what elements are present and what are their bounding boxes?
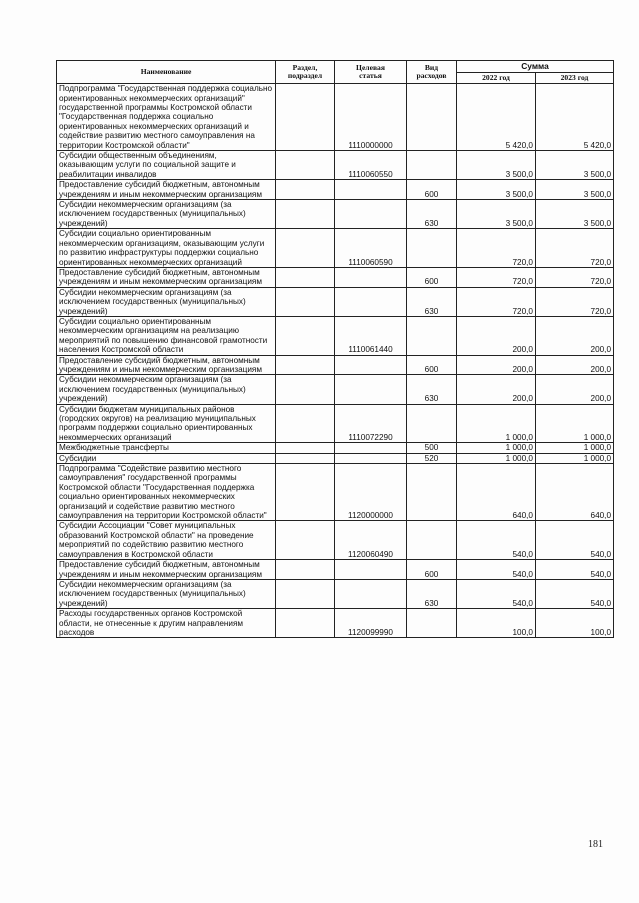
header-type-line1: Вид xyxy=(424,62,439,72)
row-sum-2023-cell: 3 500,0 xyxy=(536,200,614,229)
row-section-cell xyxy=(276,316,335,355)
row-section-cell xyxy=(276,560,335,580)
row-sum-2022-cell: 3 500,0 xyxy=(457,151,536,180)
table-header-row xyxy=(57,61,614,73)
row-target-cell xyxy=(335,560,407,580)
header-target xyxy=(335,61,407,84)
row-name-cell: Субсидии социально ориентированным некоммерческим организациям, оказывающим услуги по развитию инфраструктуры поддержки социально ориентированных некоммерческих организаций xyxy=(57,229,276,268)
row-sum-2023-cell: 640,0 xyxy=(536,464,614,521)
row-sum-2023-cell: 3 500,0 xyxy=(536,180,614,200)
row-type-cell: 630 xyxy=(407,287,457,316)
row-target-cell xyxy=(335,375,407,404)
row-type-cell xyxy=(407,609,457,638)
row-name-cell: Предоставление субсидий бюджетным, автономным учреждениям и иным некоммерческим организациям xyxy=(57,180,276,200)
row-target-cell xyxy=(335,267,407,287)
row-type-cell: 630 xyxy=(407,200,457,229)
row-target-cell xyxy=(335,180,407,200)
row-target-cell: 1110000000 xyxy=(335,84,407,151)
row-section-cell xyxy=(276,151,335,180)
row-target-cell xyxy=(335,579,407,608)
row-sum-2022-cell: 200,0 xyxy=(457,355,536,375)
table-row xyxy=(57,453,614,463)
row-type-cell xyxy=(407,229,457,268)
row-type-cell: 630 xyxy=(407,375,457,404)
table-row xyxy=(57,287,614,316)
table-row xyxy=(57,316,614,355)
row-name-cell: Подпрограмма "Содействие развитию местного самоуправления" государственной программы Костромской области "Государственная поддержка социально ориентированных некоммерческих организаций и содействие развитию местного самоуправления на территории Костромской области" xyxy=(57,464,276,521)
row-type-cell xyxy=(407,84,457,151)
row-sum-2022-cell: 1 000,0 xyxy=(457,443,536,453)
row-sum-2022-cell: 3 500,0 xyxy=(457,200,536,229)
row-sum-2022-cell: 5 420,0 xyxy=(457,84,536,151)
row-type-cell xyxy=(407,521,457,560)
row-section-cell xyxy=(276,521,335,560)
row-target-cell: 1110060550 xyxy=(335,151,407,180)
table-row xyxy=(57,579,614,608)
table-row xyxy=(57,229,614,268)
header-section-line1: Раздел, xyxy=(292,62,318,72)
row-sum-2022-cell: 720,0 xyxy=(457,287,536,316)
row-name-cell: Межбюджетные трансферты xyxy=(57,443,276,453)
row-name-cell: Субсидии xyxy=(57,453,276,463)
row-section-cell xyxy=(276,404,335,443)
row-name-cell: Предоставление субсидий бюджетным, автономным учреждениям и иным некоммерческим организациям xyxy=(57,267,276,287)
row-target-cell: 1120000000 xyxy=(335,464,407,521)
row-sum-2023-cell: 1 000,0 xyxy=(536,453,614,463)
row-sum-2023-cell: 1 000,0 xyxy=(536,443,614,453)
row-target-cell xyxy=(335,443,407,453)
row-sum-2022-cell: 200,0 xyxy=(457,375,536,404)
row-type-cell: 600 xyxy=(407,355,457,375)
table-row xyxy=(57,151,614,180)
header-sum: Сумма xyxy=(457,61,614,73)
row-sum-2022-cell: 1 000,0 xyxy=(457,404,536,443)
row-section-cell xyxy=(276,267,335,287)
row-sum-2023-cell: 200,0 xyxy=(536,355,614,375)
row-sum-2022-cell: 540,0 xyxy=(457,521,536,560)
row-sum-2022-cell: 720,0 xyxy=(457,229,536,268)
row-type-cell xyxy=(407,404,457,443)
row-type-cell: 630 xyxy=(407,579,457,608)
row-sum-2022-cell: 3 500,0 xyxy=(457,180,536,200)
row-section-cell xyxy=(276,443,335,453)
table-row xyxy=(57,180,614,200)
row-sum-2022-cell: 100,0 xyxy=(457,609,536,638)
budget-table xyxy=(56,60,614,638)
row-sum-2023-cell: 720,0 xyxy=(536,229,614,268)
row-type-cell xyxy=(407,316,457,355)
table-row xyxy=(57,464,614,521)
row-section-cell xyxy=(276,579,335,608)
table-row xyxy=(57,443,614,453)
table-row xyxy=(57,200,614,229)
row-section-cell xyxy=(276,180,335,200)
row-sum-2022-cell: 1 000,0 xyxy=(457,453,536,463)
row-name-cell: Субсидии социально ориентированным некоммерческим организациям на реализацию мероприятий по повышению финансовой грамотности населения Костромской области xyxy=(57,316,276,355)
row-name-cell: Расходы государственных органов Костромской области, не отнесенные к другим направлениям расходов xyxy=(57,609,276,638)
header-target-line2: статья xyxy=(359,71,382,81)
header-section xyxy=(276,61,335,84)
table-row xyxy=(57,609,614,638)
header-year-2023: 2023 год xyxy=(536,72,614,84)
row-name-cell: Субсидии некоммерческим организациям (за исключением государственных (муниципальных) учреждений) xyxy=(57,287,276,316)
row-name-cell: Предоставление субсидий бюджетным, автономным учреждениям и иным некоммерческим организациям xyxy=(57,355,276,375)
row-name-cell: Субсидии Ассоциации "Совет муниципальных образований Костромской области" на проведение мероприятий по содействию развитию местного самоуправления в Костромской области xyxy=(57,521,276,560)
table-row xyxy=(57,355,614,375)
row-target-cell xyxy=(335,287,407,316)
row-sum-2023-cell: 720,0 xyxy=(536,287,614,316)
row-name-cell: Предоставление субсидий бюджетным, автономным учреждениям и иным некоммерческим организациям xyxy=(57,560,276,580)
row-sum-2023-cell: 200,0 xyxy=(536,316,614,355)
table-row xyxy=(57,560,614,580)
row-sum-2023-cell: 3 500,0 xyxy=(536,151,614,180)
row-sum-2023-cell: 1 000,0 xyxy=(536,404,614,443)
row-section-cell xyxy=(276,355,335,375)
table-row xyxy=(57,375,614,404)
row-section-cell xyxy=(276,229,335,268)
row-name-cell: Подпрограмма "Государственная поддержка социально ориентированных некоммерческих организаций" государственной программы Костромской области "Государственная поддержка социально ориентированных некоммерческих организаций и содействие развитию местного самоуправления на территории Костромской области" xyxy=(57,84,276,151)
row-section-cell xyxy=(276,609,335,638)
row-sum-2023-cell: 540,0 xyxy=(536,521,614,560)
row-name-cell: Субсидии бюджетам муниципальных районов (городских округов) на реализацию муниципальных программ поддержки социально ориентированных некоммерческих организаций xyxy=(57,404,276,443)
row-section-cell xyxy=(276,200,335,229)
row-target-cell xyxy=(335,453,407,463)
row-target-cell: 1110061440 xyxy=(335,316,407,355)
row-section-cell xyxy=(276,453,335,463)
table-row xyxy=(57,84,614,151)
row-section-cell xyxy=(276,464,335,521)
page-number: 181 xyxy=(588,839,603,850)
row-target-cell xyxy=(335,200,407,229)
header-target-line1: Целевая xyxy=(356,62,385,72)
row-name-cell: Субсидии некоммерческим организациям (за исключением государственных (муниципальных) учреждений) xyxy=(57,200,276,229)
row-sum-2023-cell: 540,0 xyxy=(536,579,614,608)
row-sum-2023-cell: 540,0 xyxy=(536,560,614,580)
table-row xyxy=(57,404,614,443)
row-section-cell xyxy=(276,375,335,404)
row-target-cell: 1120060490 xyxy=(335,521,407,560)
row-target-cell: 1110060590 xyxy=(335,229,407,268)
header-name: Наименование xyxy=(57,61,276,84)
row-name-cell: Субсидии некоммерческим организациям (за исключением государственных (муниципальных) учреждений) xyxy=(57,375,276,404)
header-year-2022: 2022 год xyxy=(457,72,536,84)
row-section-cell xyxy=(276,287,335,316)
row-sum-2022-cell: 640,0 xyxy=(457,464,536,521)
row-target-cell: 1110072290 xyxy=(335,404,407,443)
row-sum-2023-cell: 5 420,0 xyxy=(536,84,614,151)
row-type-cell: 520 xyxy=(407,453,457,463)
row-sum-2022-cell: 720,0 xyxy=(457,267,536,287)
row-name-cell: Субсидии общественным объединениям, оказывающим услуги по социальной защите и реабилитации инвалидов xyxy=(57,151,276,180)
header-type xyxy=(407,61,457,84)
row-target-cell xyxy=(335,355,407,375)
table-row xyxy=(57,267,614,287)
table-row xyxy=(57,521,614,560)
row-type-cell xyxy=(407,151,457,180)
row-type-cell: 600 xyxy=(407,180,457,200)
row-sum-2022-cell: 540,0 xyxy=(457,560,536,580)
row-type-cell: 500 xyxy=(407,443,457,453)
row-name-cell: Субсидии некоммерческим организациям (за исключением государственных (муниципальных) учреждений) xyxy=(57,579,276,608)
header-type-line2: расходов xyxy=(416,71,447,81)
table-body xyxy=(57,84,614,638)
row-sum-2023-cell: 100,0 xyxy=(536,609,614,638)
header-section-line2: подраздел xyxy=(287,71,323,81)
row-sum-2022-cell: 540,0 xyxy=(457,579,536,608)
row-target-cell: 1120099990 xyxy=(335,609,407,638)
row-type-cell xyxy=(407,464,457,521)
row-section-cell xyxy=(276,84,335,151)
row-type-cell: 600 xyxy=(407,267,457,287)
row-type-cell: 600 xyxy=(407,560,457,580)
row-sum-2022-cell: 200,0 xyxy=(457,316,536,355)
row-sum-2023-cell: 200,0 xyxy=(536,375,614,404)
row-sum-2023-cell: 720,0 xyxy=(536,267,614,287)
